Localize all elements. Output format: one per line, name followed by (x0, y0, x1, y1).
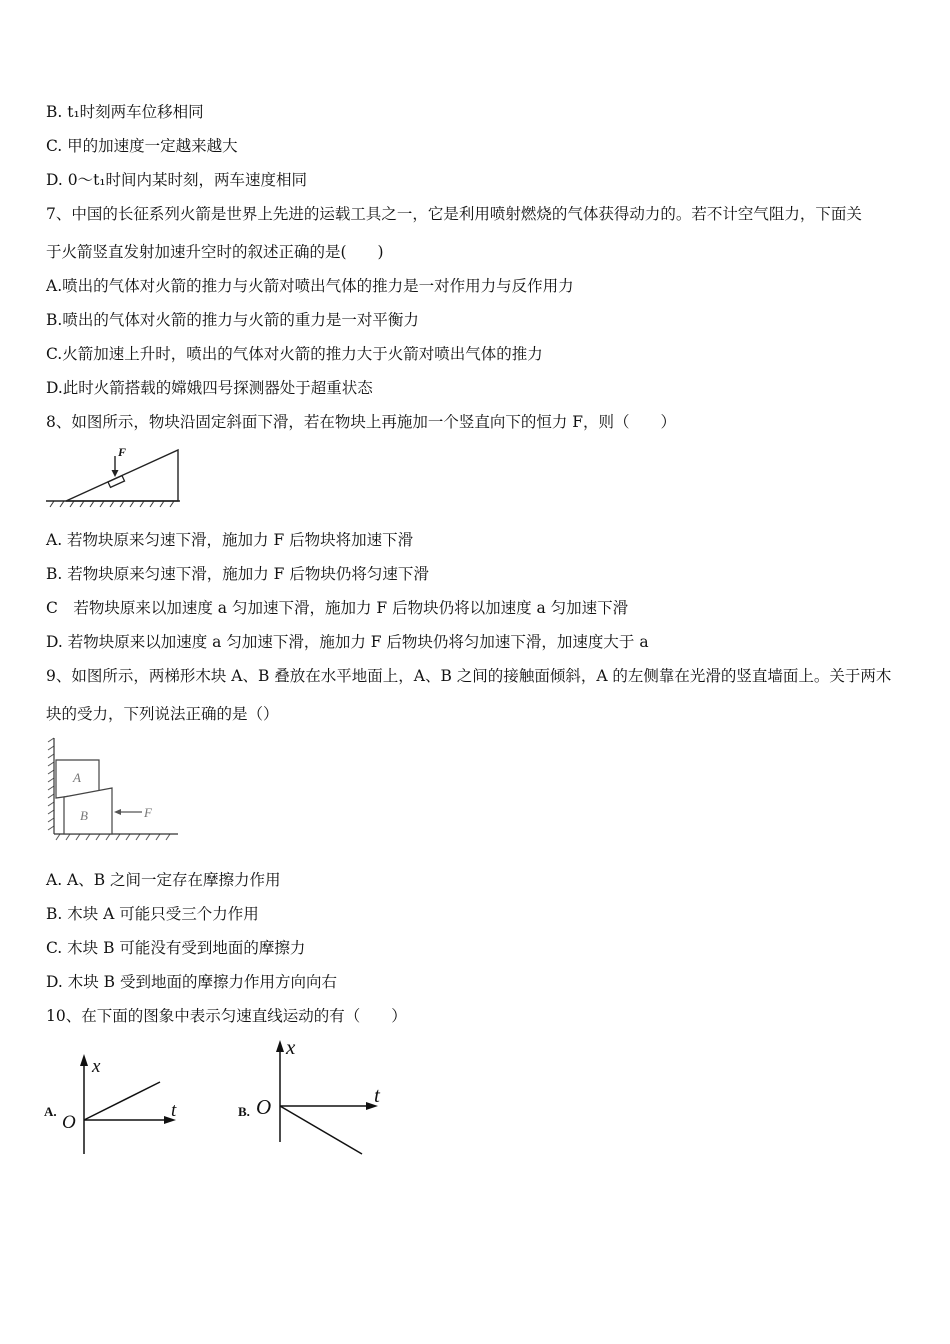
force-f-arrowhead (114, 809, 121, 815)
q8-option-d: D. 若物块原来以加速度 a 匀加速下滑，施加力 F 后物块仍将匀加速下滑，加速度大于 a (46, 633, 649, 651)
q9-option-a: A. A、B 之间一定存在摩擦力作用 (46, 871, 281, 889)
graph-a-line (84, 1082, 160, 1120)
force-label: F (118, 445, 127, 459)
graph-a-option-label: A. (44, 1104, 57, 1119)
q6-option-d: D. 0～t₁时间内某时刻，两车速度相同 (46, 171, 308, 189)
q8-option-b: B. 若物块原来匀速下滑，施加力 F 后物块仍将匀速下滑 (46, 565, 429, 583)
q7-stem-line2: 于火箭竖直发射加速升空时的叙述正确的是( ) (46, 243, 384, 261)
q6-option-b: B. t₁时刻两车位移相同 (46, 103, 204, 121)
graph-b-y-arrowhead (276, 1040, 284, 1052)
q7-option-c: C.火箭加速上升时，喷出的气体对火箭的推力大于火箭对喷出气体的推力 (46, 345, 543, 363)
graph-a-x-label: t (171, 1100, 177, 1121)
q8-stem: 8、如图所示，物块沿固定斜面下滑，若在物块上再施加一个竖直向下的恒力 F，则（ ） (46, 413, 677, 431)
graph-b-option-label: B. (238, 1104, 250, 1119)
q10-stem: 10、在下面的图象中表示匀速直线运动的有（ ） (46, 1007, 407, 1025)
q6-option-c: C. 甲的加速度一定越来越大 (46, 137, 238, 155)
label-f: F (144, 805, 152, 820)
q8-option-c: C 若物块原来以加速度 a 匀加速下滑，施加力 F 后物块仍将以加速度 a 匀加速下滑 (46, 599, 629, 617)
q7-option-b: B.喷出的气体对火箭的推力与火箭的重力是一对平衡力 (46, 311, 419, 329)
graph-a-y-arrowhead (80, 1054, 88, 1066)
q9-option-c: C. 木块 B 可能没有受到地面的摩擦力 (46, 939, 306, 957)
graph-b-line (280, 1106, 362, 1154)
wall-hatching (48, 738, 54, 830)
q7-option-d: D.此时火箭搭载的嫦娥四号探测器处于超重状态 (46, 379, 373, 397)
q7-stem-line1: 7、中国的长征系列火箭是世界上先进的运载工具之一，它是利用喷射燃烧的气体获得动力的。若不计空气阻力，下面关 (46, 205, 862, 223)
q9-option-d: D. 木块 B 受到地面的摩擦力作用方向向右 (46, 973, 337, 991)
q9-stem-line2: 块的受力，下列说法正确的是（） (46, 705, 279, 723)
graph-b-x-label: t (374, 1083, 380, 1107)
q8-incline-figure (44, 440, 184, 512)
graph-b-y-label: x (286, 1035, 296, 1059)
q10-graph-a (44, 1050, 194, 1160)
q8-option-a: A. 若物块原来匀速下滑，施加力 F 后物块将加速下滑 (46, 531, 414, 549)
q9-blocks-figure (46, 736, 186, 844)
ground-hatching (50, 501, 174, 507)
q9-option-b: B. 木块 A 可能只受三个力作用 (46, 905, 259, 923)
q9-stem-line1: 9、如图所示，两梯形木块 A、B 叠放在水平地面上，A、B 之间的接触面倾斜，A 的左侧靠在光滑的竖直墙面上。关于两木 (46, 667, 892, 685)
force-arrowhead (112, 470, 119, 477)
q10-graph-b (238, 1032, 398, 1162)
q7-option-a: A.喷出的气体对火箭的推力与火箭对喷出气体的推力是一对作用力与反作用力 (46, 277, 574, 295)
label-b: B (80, 808, 88, 823)
floor-hatching (56, 834, 170, 840)
graph-a-origin: O (62, 1112, 76, 1133)
graph-a-y-label: x (92, 1056, 101, 1077)
graph-b-origin: O (256, 1095, 272, 1119)
label-a: A (73, 770, 81, 785)
